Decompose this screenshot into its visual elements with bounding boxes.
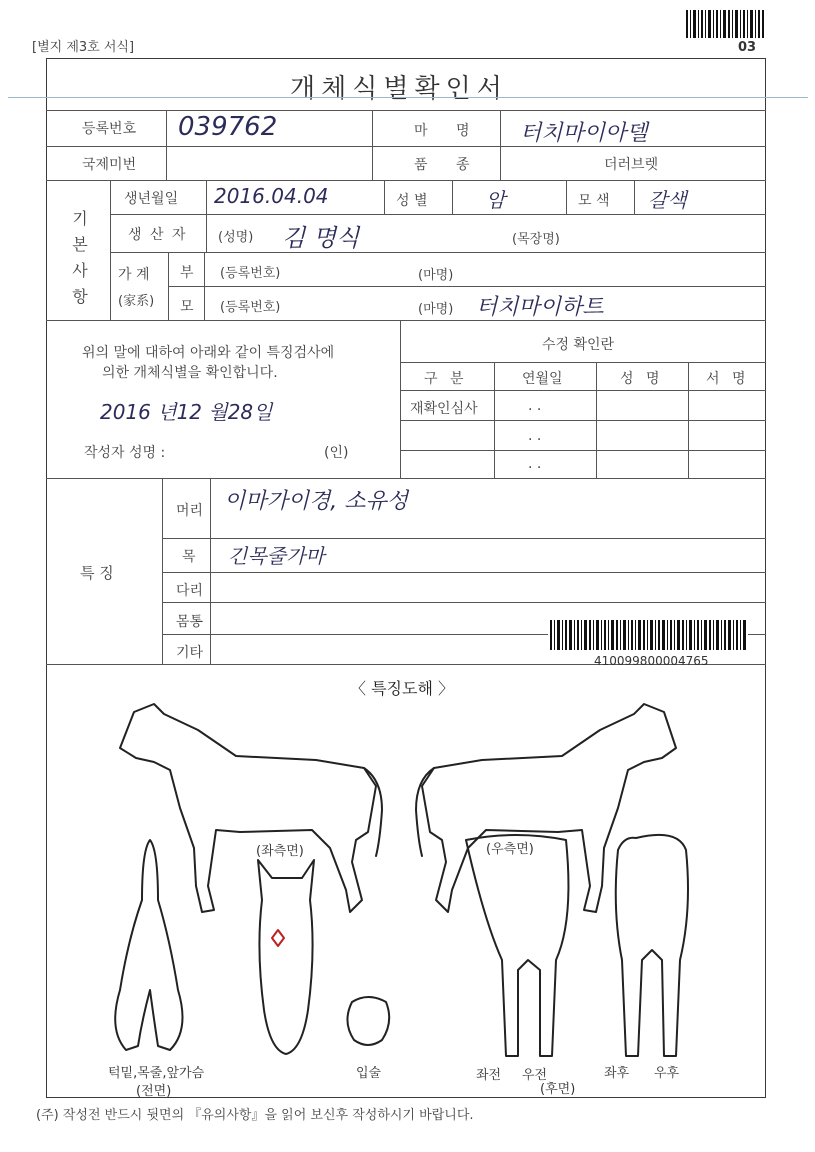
amend-header-category: 구 분 <box>424 371 468 387</box>
horse-name-value: 터치마이아델 <box>520 121 648 146</box>
sire-name-label: (마명) <box>418 268 454 283</box>
amend-row-1-date: . . <box>528 398 542 414</box>
breed-label: 품 종 <box>414 157 482 173</box>
horse-name-label: 마 명 <box>414 123 482 139</box>
head-front-icon <box>258 860 314 1054</box>
barcode-icon <box>686 10 764 38</box>
certification-date: 2016 년12 월28일 <box>100 400 273 424</box>
seal-label: (인) <box>324 445 349 461</box>
right-front-caption: 우전 <box>522 1068 548 1083</box>
breed-value: 더러브렛 <box>604 157 659 173</box>
barcode-icon <box>548 618 748 652</box>
lips-caption: 입술 <box>356 1066 382 1081</box>
left-side-horse-icon <box>120 704 382 912</box>
horse-diagram <box>46 690 766 1098</box>
amend-row-1-category: 재확인심사 <box>410 401 478 417</box>
amend-header-sign: 서 명 <box>706 371 750 387</box>
dam-name-value: 터치마이하트 <box>476 295 604 320</box>
front-parts-caption: 턱밑,목줄,앞가슴 <box>108 1066 205 1081</box>
sire-reg-label: (등록번호) <box>220 266 281 281</box>
author-label: 작성자 성명 : <box>84 445 166 461</box>
right-side-caption: (우측면) <box>486 842 534 857</box>
features-section-label: 특 징 <box>80 564 114 582</box>
dam-reg-label: (등록번호) <box>220 300 281 315</box>
left-front-caption: 좌전 <box>476 1068 502 1083</box>
feature-head-value: 이마가이경, 소유성 <box>224 489 409 514</box>
front-chest-icon <box>115 840 182 1050</box>
barcode-number: 410099800004765 <box>594 654 709 668</box>
lineage-label: 가 계 <box>118 267 150 283</box>
breeder-value: 김 명식 <box>282 224 360 252</box>
page-title: 개체식별확인서 <box>290 74 508 104</box>
amend-header-name: 성 명 <box>620 371 664 387</box>
dam-name-label: (마명) <box>418 302 454 317</box>
sex-value: 암 <box>486 188 506 212</box>
form-code: [별지 제3호 서식] <box>32 40 135 55</box>
breeder-name-label: (성명) <box>218 230 254 245</box>
diagram-title: 〈 특징도해 〉 <box>350 679 454 698</box>
sire-label: 부 <box>180 265 194 281</box>
feature-neck-value: 긴목줄가마 <box>228 544 325 568</box>
registration-label: 등록번호 <box>82 121 137 137</box>
feature-other-label: 기타 <box>176 645 204 661</box>
birth-value: 2016.04.04 <box>214 184 329 208</box>
feature-neck-label: 목 <box>182 549 196 565</box>
statement-line-1: 위의 말에 대하여 아래와 같이 특징검사에 <box>82 345 335 361</box>
left-side-caption: (좌측면) <box>256 844 304 859</box>
left-rear-caption: 좌후 <box>604 1066 630 1081</box>
color-label: 모 색 <box>578 193 610 209</box>
birth-label: 생년월일 <box>124 191 179 207</box>
lips-icon <box>347 997 389 1045</box>
registration-value: 039762 <box>178 112 278 142</box>
amend-row-3-date: . . <box>528 456 542 472</box>
international-label: 국제미번 <box>82 157 137 173</box>
amend-header-date: 연월일 <box>522 371 563 387</box>
breeder-label: 생 산 자 <box>128 227 188 243</box>
page-number: 03 <box>738 40 757 55</box>
feature-body-label: 몸통 <box>176 614 204 630</box>
farm-label: (목장명) <box>512 232 560 247</box>
rear-view-icon <box>616 835 688 1056</box>
basic-section-label: 기 본 사 항 <box>72 209 88 306</box>
footer-note: (주) 작성전 반드시 뒷면의 『유의사항』을 읽어 보신후 작성하시기 바랍니다. <box>36 1108 474 1123</box>
sticker-barcode <box>548 618 748 668</box>
scan-line <box>8 97 808 98</box>
right-side-horse-icon <box>416 704 676 912</box>
feature-leg-label: 다리 <box>176 583 204 599</box>
rear-caption: (후면) <box>540 1082 576 1097</box>
lineage-hanja: (家系) <box>118 294 155 309</box>
sex-label: 성 별 <box>396 193 428 209</box>
front-caption: (전면) <box>136 1084 172 1099</box>
statement-line-2: 의한 개체식별을 확인합니다. <box>102 365 278 381</box>
dam-label: 모 <box>180 299 194 315</box>
right-rear-caption: 우후 <box>654 1066 680 1081</box>
feature-head-label: 머리 <box>176 503 204 519</box>
color-value: 갈색 <box>648 188 687 212</box>
top-barcode <box>686 10 764 55</box>
amend-row-2-date: . . <box>528 428 542 444</box>
amendment-title: 수정 확인란 <box>542 337 615 353</box>
front-legs-icon <box>466 835 568 1056</box>
